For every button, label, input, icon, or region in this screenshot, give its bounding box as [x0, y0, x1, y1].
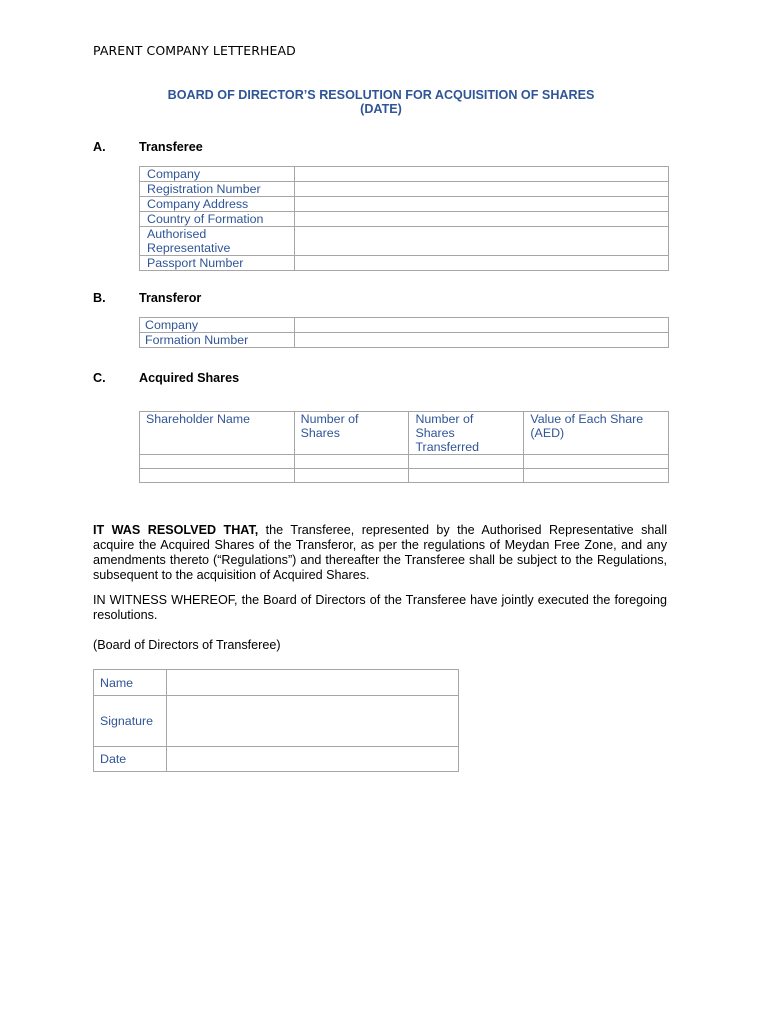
shares-cell[interactable] — [294, 469, 409, 483]
value-per-share-header: Value of Each Share (AED) — [524, 412, 669, 455]
number-of-shares-header: Number of Shares — [294, 412, 409, 455]
name-field[interactable] — [166, 670, 458, 696]
shares-transferred-header: Number of Shares Transferred — [409, 412, 524, 455]
table-row — [94, 747, 459, 772]
resolution-paragraph — [93, 523, 667, 583]
date-label: Date — [94, 747, 167, 772]
transferor-formation-field[interactable] — [294, 333, 668, 348]
table-row — [140, 469, 669, 483]
table-row — [140, 318, 669, 333]
table-row — [140, 455, 669, 469]
section-b-letter: B. — [93, 291, 106, 305]
shares-cell[interactable] — [140, 455, 295, 469]
shares-cell[interactable] — [524, 469, 669, 483]
table-row — [94, 670, 459, 696]
transferee-address-field[interactable] — [294, 197, 668, 212]
shares-cell[interactable] — [409, 455, 524, 469]
table-row — [140, 167, 669, 182]
signature-table — [93, 669, 459, 772]
transferee-passport-field[interactable] — [294, 256, 668, 271]
witness-paragraph: IN WITNESS WHEREOF, the Board of Directors of the Transferee have jointly executed the foregoing resolutions. — [93, 593, 667, 622]
board-label: (Board of Directors of Transferee) — [93, 638, 281, 652]
document-title: BOARD OF DIRECTOR’S RESOLUTION FOR ACQUISITION OF SHARES — [167, 88, 595, 102]
transferee-company-field[interactable] — [294, 167, 668, 182]
signature-label: Signature — [94, 696, 167, 747]
transferor-table — [139, 317, 669, 348]
section-a-letter: A. — [93, 140, 106, 154]
shares-cell[interactable] — [409, 469, 524, 483]
document-date: (DATE) — [360, 102, 402, 116]
resolution-lead: IT WAS RESOLVED THAT, — [93, 523, 259, 537]
shares-cell[interactable] — [140, 469, 295, 483]
table-row — [140, 182, 669, 197]
signature-field[interactable] — [166, 696, 458, 747]
name-label: Name — [94, 670, 167, 696]
shares-cell[interactable] — [524, 455, 669, 469]
table-row — [140, 256, 669, 271]
table-header-row — [140, 412, 669, 455]
transferee-registration-field[interactable] — [294, 182, 668, 197]
transferee-company-label: Company — [140, 167, 295, 182]
section-c-letter: C. — [93, 371, 106, 385]
section-c-title: Acquired Shares — [139, 371, 240, 385]
transferee-representative-field[interactable] — [294, 227, 668, 256]
table-row — [140, 197, 669, 212]
table-row — [94, 696, 459, 747]
transferee-representative-label: Authorised Representative — [140, 227, 295, 256]
transferee-country-label: Country of Formation — [140, 212, 295, 227]
letterhead: PARENT COMPANY LETTERHEAD — [93, 43, 296, 58]
transferee-address-label: Company Address — [140, 197, 295, 212]
acquired-shares-table — [139, 411, 669, 483]
transferor-formation-label: Formation Number — [140, 333, 295, 348]
transferee-table — [139, 166, 669, 271]
resolution-text: the Transferee, represented by the Authorised Representative shall acquire the Acquired Shares of the Transferor, as per the regulations of Meydan Free Zone, and any amendments thereto (“Regulations”) and thereafter the Transferee shall be subject to the Regulations, subsequent to the acquisition of Acquired Shares. — [93, 523, 667, 582]
section-b-title: Transferor — [139, 291, 202, 305]
transferor-company-field[interactable] — [294, 318, 668, 333]
table-row — [140, 333, 669, 348]
date-field[interactable] — [166, 747, 458, 772]
section-a-title: Transferee — [139, 140, 203, 154]
shares-cell[interactable] — [294, 455, 409, 469]
transferor-company-label: Company — [140, 318, 295, 333]
table-row — [140, 212, 669, 227]
transferee-passport-label: Passport Number — [140, 256, 295, 271]
shareholder-name-header: Shareholder Name — [140, 412, 295, 455]
transferee-country-field[interactable] — [294, 212, 668, 227]
table-row — [140, 227, 669, 256]
transferee-registration-label: Registration Number — [140, 182, 295, 197]
